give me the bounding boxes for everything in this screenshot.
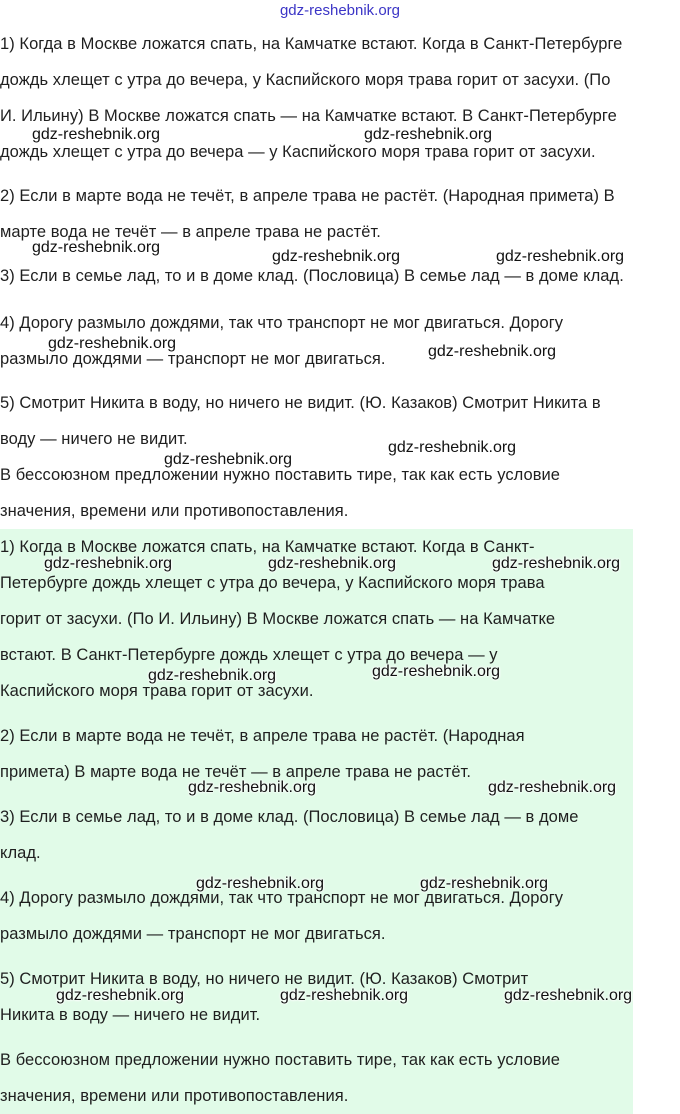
site-header-link[interactable]: gdz-reshebnik.org: [279, 2, 401, 19]
text-line: 1) Когда в Москве ложатся спать, на Камчатке встают. Когда в Санкт-: [0, 538, 535, 556]
watermark: gdz-reshebnik.org: [272, 248, 401, 265]
text-line: 2) Если в марте вода не течёт, в апреле трава не растёт. (Народная: [0, 727, 525, 745]
watermark: gdz-reshebnik.org: [56, 987, 185, 1004]
watermark: gdz-reshebnik.org: [488, 779, 617, 796]
watermark: gdz-reshebnik.org: [364, 126, 493, 143]
text-line: 5) Смотрит Никита в воду, но ничего не видит. (Ю. Казаков) Смотрит Никита в: [0, 394, 601, 412]
watermark: gdz-reshebnik.org: [388, 439, 517, 456]
text-line: 2) Если в марте вода не течёт, в апреле трава не растёт. (Народная примета) В: [0, 187, 615, 205]
text-line: значения, времени или противопоставления.: [0, 502, 349, 520]
text-line: 3) Если в семье лад, то и в доме клад. (Пословица) В семье лад — в доме: [0, 808, 579, 826]
watermark: gdz-reshebnik.org: [504, 987, 633, 1004]
text-line: размыло дождями — транспорт не мог двигаться.: [0, 350, 386, 368]
text-line: встают. В Санкт-Петербурге дождь хлещет с утра до вечера — у: [0, 646, 498, 664]
watermark: gdz-reshebnik.org: [420, 875, 549, 892]
text-line: 1) Когда в Москве ложатся спать, на Камчатке встают. Когда в Санкт-Петербурге: [0, 35, 623, 53]
text-line: Никита в воду — ничего не видит.: [0, 1006, 261, 1024]
watermark: gdz-reshebnik.org: [32, 126, 161, 143]
watermark: gdz-reshebnik.org: [164, 451, 293, 468]
text-line: значения, времени или противопоставления.: [0, 1087, 349, 1105]
watermark: gdz-reshebnik.org: [196, 875, 325, 892]
watermark: gdz-reshebnik.org: [268, 555, 397, 572]
watermark: gdz-reshebnik.org: [428, 343, 557, 360]
text-line: дождь хлещет с утра до вечера — у Каспийского моря трава горит от засухи.: [0, 143, 596, 161]
text-line: 3) Если в семье лад, то и в доме клад. (Пословица) В семье лад — в доме клад.: [0, 267, 624, 285]
text-line: В бессоюзном предложении нужно поставить тире, так как есть условие: [0, 466, 561, 484]
text-line: горит от засухи. (По И. Ильину) В Москве ложатся спать — на Камчатке: [0, 610, 556, 628]
watermark: gdz-reshebnik.org: [372, 663, 501, 680]
text-line: Петербурге дождь хлещет с утра до вечера, у Каспийского моря трава: [0, 574, 545, 592]
text-line: размыло дождями — транспорт не мог двигаться.: [0, 925, 386, 943]
text-line: 4) Дорогу размыло дождями, так что транспорт не мог двигаться. Дорогу: [0, 889, 564, 907]
text-line: 4) Дорогу размыло дождями, так что транспорт не мог двигаться. Дорогу: [0, 314, 564, 332]
text-line: воду — ничего не видит.: [0, 430, 188, 448]
text-line: дождь хлещет с утра до вечера, у Каспийского моря трава горит от засухи. (По: [0, 71, 611, 89]
text-line: клад.: [0, 844, 41, 862]
watermark: gdz-reshebnik.org: [280, 987, 409, 1004]
text-line: И. Ильину) В Москве ложатся спать — на Камчатке встают. В Санкт-Петербурге: [0, 107, 617, 125]
watermark: gdz-reshebnik.org: [48, 335, 177, 352]
watermark: gdz-reshebnik.org: [32, 239, 161, 256]
text-line: 5) Смотрит Никита в воду, но ничего не видит. (Ю. Казаков) Смотрит: [0, 970, 529, 988]
text-line: В бессоюзном предложении нужно поставить тире, так как есть условие: [0, 1051, 561, 1069]
watermark: gdz-reshebnik.org: [188, 779, 317, 796]
watermark: gdz-reshebnik.org: [44, 555, 173, 572]
watermark: gdz-reshebnik.org: [148, 667, 277, 684]
text-line: марте вода не течёт — в апреле трава не растёт.: [0, 223, 381, 241]
text-line: Каспийского моря трава горит от засухи.: [0, 682, 314, 700]
watermark: gdz-reshebnik.org: [492, 555, 621, 572]
watermark: gdz-reshebnik.org: [496, 248, 625, 265]
text-line: примета) В марте вода не течёт — в апреле трава не растёт.: [0, 763, 471, 781]
